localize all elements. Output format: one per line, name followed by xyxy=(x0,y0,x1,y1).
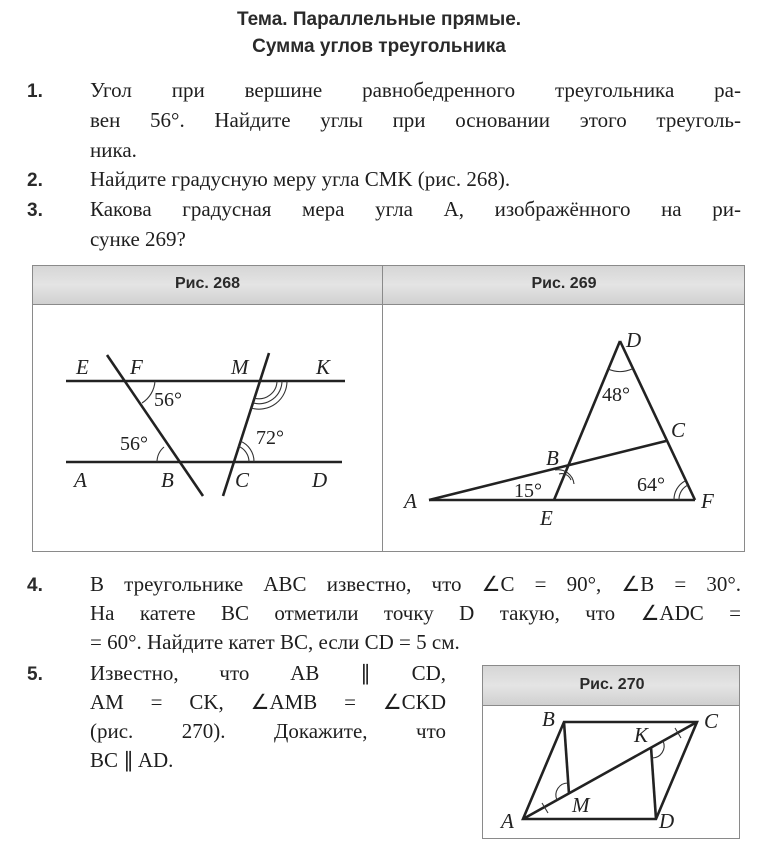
problem-4-line-3: = 60°. Найдите катет BC, если CD = 5 см. xyxy=(90,630,460,654)
problem-5-line-2: AM = CK, ∠AMB = ∠CKD xyxy=(90,690,446,714)
fig268-label-F: F xyxy=(130,355,143,379)
fig269-label-C: C xyxy=(671,418,686,442)
angle-arc-D xyxy=(608,369,632,372)
fig-269-diagram xyxy=(383,305,745,551)
problem-5-number: 5. xyxy=(27,664,43,685)
fig269-label-A: A xyxy=(404,489,417,513)
fig-268-caption: Рис. 268 xyxy=(175,275,240,292)
angle-arc-C-2 xyxy=(240,441,254,462)
fig-270-box xyxy=(482,665,740,839)
fig270-label-B: B xyxy=(542,707,555,731)
problem-1-line-2: вен 56°. Найдите углы при основании этого треуголь- xyxy=(90,108,741,132)
fig-269-caption: Рис. 269 xyxy=(531,275,597,292)
fig268-angle-C-value: 72° xyxy=(256,427,284,449)
problem-1-line-3: ника. xyxy=(90,138,137,162)
fig270-label-D: D xyxy=(659,809,675,833)
problem-3-number: 3. xyxy=(27,200,43,221)
fig269-angle-F-value: 64° xyxy=(637,474,665,496)
problem-2-number: 2. xyxy=(27,170,43,191)
angle-arc-F-1 xyxy=(679,485,688,500)
fig-270-diagram xyxy=(483,706,739,838)
page-title-line-2: Сумма углов треугольника xyxy=(252,36,506,57)
fig268-label-M: M xyxy=(231,355,249,379)
fig-270-caption: Рис. 270 xyxy=(579,676,645,693)
fig269-label-D: D xyxy=(626,328,642,352)
fig270-label-K: K xyxy=(634,723,649,747)
fig269-label-E: E xyxy=(540,506,553,530)
fig269-angle-D-value: 48° xyxy=(602,384,630,406)
fig268-label-A: A xyxy=(74,468,87,492)
segment-DE xyxy=(554,341,620,500)
fig270-label-M: M xyxy=(572,793,590,817)
fig268-label-B: B xyxy=(161,468,174,492)
page-title-line-1: Тема. Параллельные прямые. xyxy=(236,9,522,30)
problem-1-number: 1. xyxy=(27,81,43,102)
fig269-label-B: B xyxy=(546,446,559,470)
fig268-angle-F-value: 56° xyxy=(154,389,182,411)
diagonal-AC xyxy=(523,722,697,819)
problem-4-line-2: На катете BC отметили точку D такую, что ∠ADC = xyxy=(90,601,741,625)
fig268-label-D: D xyxy=(312,468,328,492)
fig268-label-K: K xyxy=(316,355,331,379)
fig270-label-A: A xyxy=(501,809,514,833)
problem-5-line-1: Известно, что AB ∥ CD, xyxy=(90,661,446,685)
problem-4-line-1: В треугольнике ABC известно, что ∠C = 90°, ∠B = 30°. xyxy=(90,572,741,596)
problem-3-line-1: Какова градусная мера угла A, изображённого на ри- xyxy=(90,197,741,221)
fig-268-diagram xyxy=(33,305,381,551)
problem-5-line-3: (рис. 270). Докажите, что xyxy=(90,719,446,743)
problem-1-line-1: Угол при вершине равнобедренного треугольника ра- xyxy=(90,78,741,102)
problem-2-line-1: Найдите градусную меру угла CMK (рис. 268). xyxy=(90,167,511,191)
fig270-label-C: C xyxy=(704,709,719,733)
fig268-label-E: E xyxy=(76,355,89,379)
fig269-angle-B-value: 15° xyxy=(514,480,542,502)
fig268-label-C: C xyxy=(235,468,250,492)
fig268-angle-B-value: 56° xyxy=(120,433,148,455)
transversal-FB xyxy=(107,355,203,496)
problem-4-number: 4. xyxy=(27,575,43,596)
problem-5-line-4: BC ∥ AD. xyxy=(90,748,174,772)
angle-arc-B xyxy=(157,447,164,462)
figures-268-269-table xyxy=(32,265,745,552)
fig269-label-F: F xyxy=(701,489,714,513)
problem-3-line-2: сунке 269? xyxy=(90,227,186,251)
